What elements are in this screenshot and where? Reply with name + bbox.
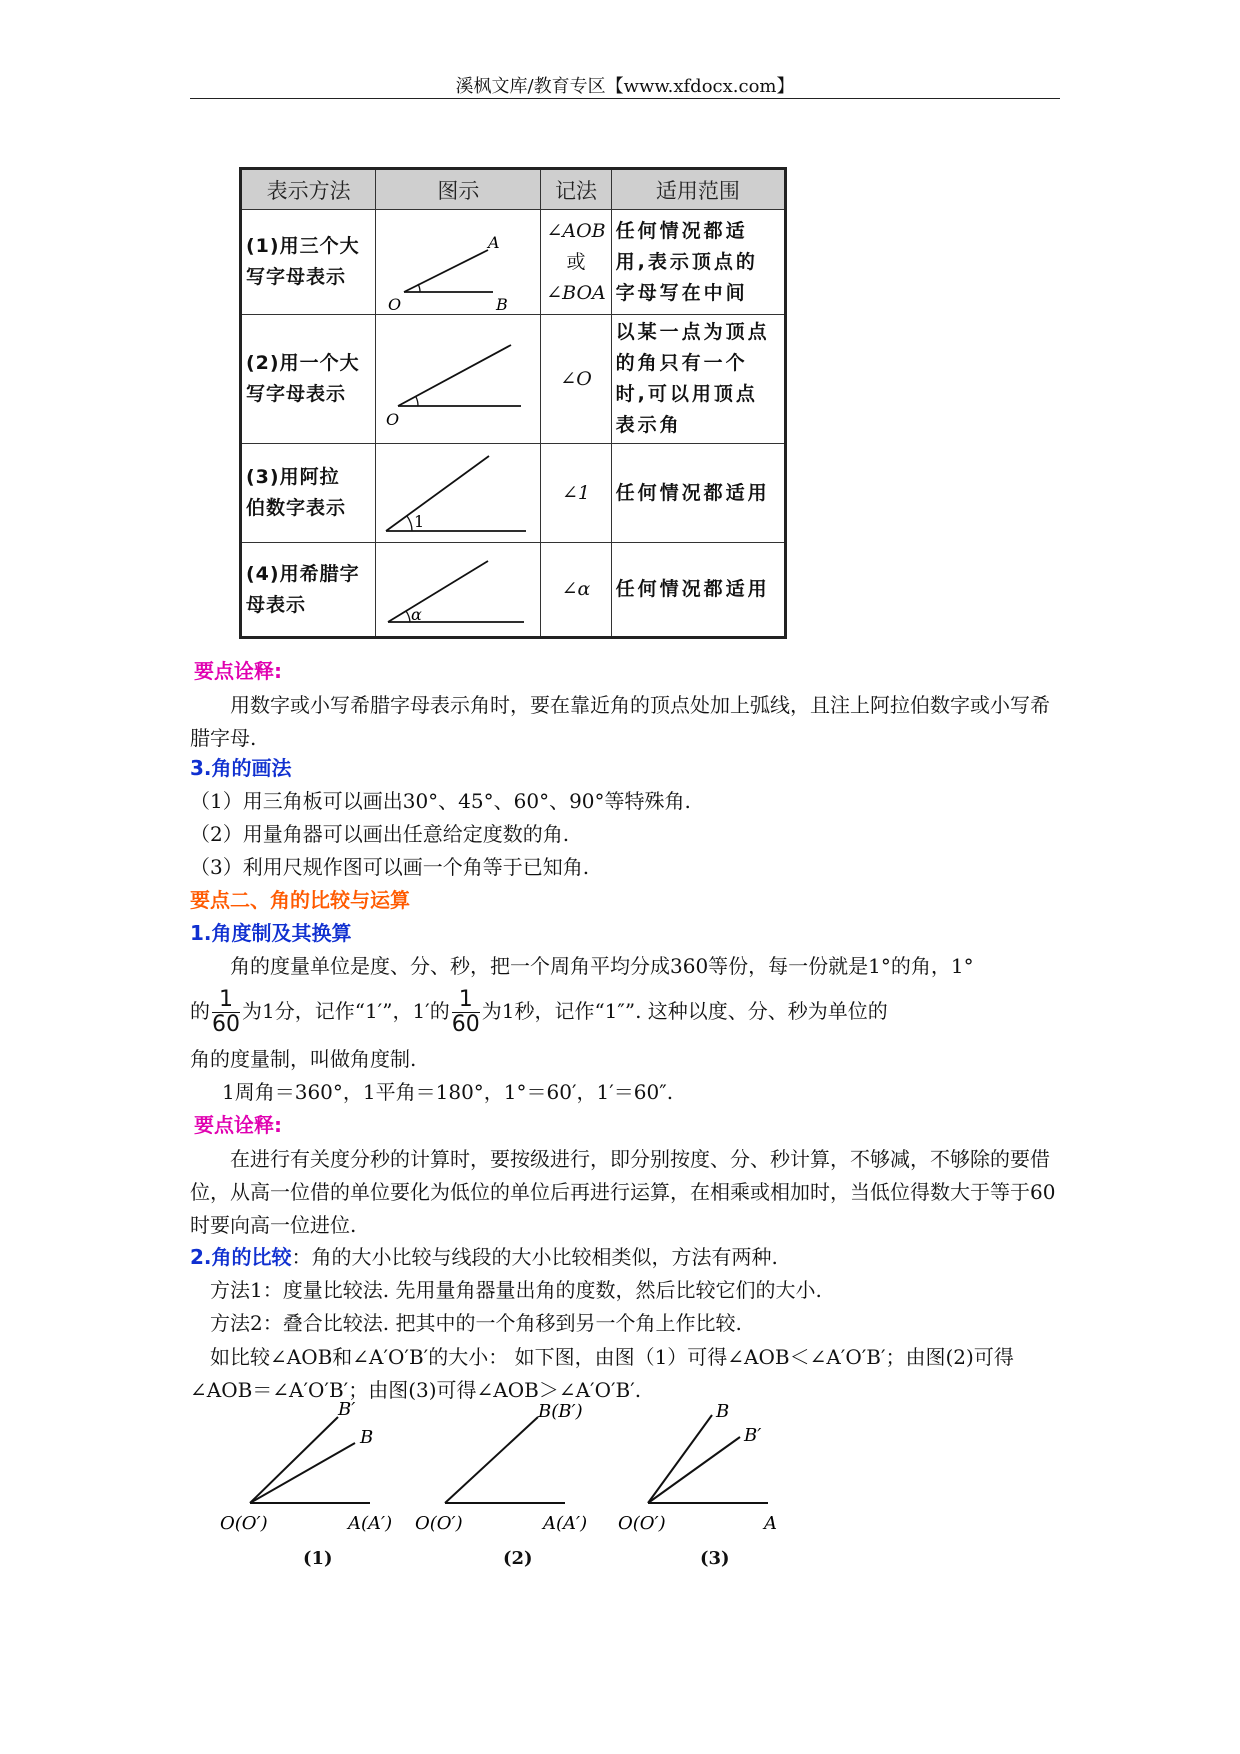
angle-o-figure xyxy=(376,315,536,443)
svg-text:A: A xyxy=(764,1513,777,1534)
page-header: 溪枫文库/教育专区【www.xfdocx.com】 xyxy=(455,76,795,97)
svg-text:O: O xyxy=(388,295,402,314)
scope-cell: 任何情况都适用 xyxy=(611,444,785,543)
subheading-degree-system: 1.角度制及其换算 xyxy=(190,921,352,945)
svg-text:A(A′): A(A′) xyxy=(543,1513,588,1534)
figure-3 xyxy=(618,1401,777,1534)
drawing-item: （3）利用尺规作图可以画一个角等于已知角. xyxy=(190,855,590,879)
figure-1-caption: (1) xyxy=(303,1548,333,1569)
svg-text:O: O xyxy=(386,410,400,429)
scope-cell: 任何情况都适 用,表示顶点的 字母写在中间 xyxy=(611,210,785,315)
paragraph-conversions: 1周角＝360°，1平角＝180°，1°＝60′，1′＝60″. xyxy=(222,1080,674,1104)
drawing-item: （2）用量角器可以画出任意给定度数的角. xyxy=(190,822,570,846)
method-cell: (3)用阿拉 伯数字表示 xyxy=(241,444,376,543)
figure-cell xyxy=(376,543,541,638)
paragraph-degree-units: 角的度量单位是度、分、秒，把一个周角平均分成360等份，每一份就是1°的角，1° xyxy=(230,954,974,978)
table-row xyxy=(241,444,786,543)
comparison-figures xyxy=(220,1395,820,1545)
notation-cell: ∠1 xyxy=(541,444,611,543)
svg-text:O(O′): O(O′) xyxy=(618,1513,666,1534)
scope-cell: 任何情况都适用 xyxy=(611,543,785,638)
fraction-one-sixtieth: $\frac{1}{60}$ xyxy=(451,987,480,1037)
keypoint-text: 在进行有关度分秒的计算时，要按级进行，即分别按度、分、秒计算，不够减，不够除的要借位，从高一位借的单位要化为低位的单位后再进行运算，在相乘或相加时，当低位得数大于等于60时要向高一位进位. xyxy=(190,1147,1056,1237)
angle-aob-figure xyxy=(376,210,536,314)
method-2: 方法2：叠合比较法. 把其中的一个角移到另一个角上作比较. xyxy=(210,1311,742,1335)
section-heading-comparison: 要点二、角的比较与运算 xyxy=(190,888,410,912)
svg-text:B: B xyxy=(716,1401,730,1422)
figure-cell xyxy=(376,315,541,444)
comparison-example: 如比较∠AOB和∠A′O′B′的大小： 如下图，由图（1）可得∠AOB＜∠A′O′B′；由图(2)可得∠AOB＝∠A′O′B′；由图(3)可得∠AOB＞∠A′O′B′. xyxy=(190,1345,1014,1402)
method-1: 方法1：度量比较法. 先用量角器量出角的度数，然后比较它们的大小. xyxy=(210,1278,822,1302)
keypoint-label: 要点诠释: xyxy=(194,1113,282,1137)
fraction-one-sixtieth: $\frac{1}{60}$ xyxy=(212,987,240,1037)
figure-2-caption: (2) xyxy=(503,1548,533,1569)
svg-text:B: B xyxy=(496,295,509,314)
svg-text:B(B′): B(B′) xyxy=(538,1401,583,1422)
header-notation: 记法 xyxy=(541,169,611,210)
paragraph-fractions: 的 $\frac{1}{60}$ 为1分，记作“1′”，1′的 $\frac{1}{60}$ 为1秒，记作“1″”. 这种以度、分、秒为单位的 xyxy=(190,987,888,1037)
header-scope: 适用范围 xyxy=(611,169,785,210)
figure-1 xyxy=(220,1399,392,1534)
svg-text:B: B xyxy=(360,1427,374,1448)
table-header-row xyxy=(241,169,786,210)
svg-text:A(A′): A(A′) xyxy=(348,1513,393,1534)
figure-2 xyxy=(415,1401,587,1534)
table-row xyxy=(241,210,786,315)
angle-1-figure xyxy=(376,444,536,542)
keypoint-text: 用数字或小写希腊字母表示角时，要在靠近角的顶点处加上弧线，且注上阿拉伯数字或小写希腊字母. xyxy=(190,693,1050,750)
method-cell: (4)用希腊字 母表示 xyxy=(241,543,376,638)
keypoint-label: 要点诠释: xyxy=(194,659,282,683)
svg-text:B′: B′ xyxy=(338,1399,356,1420)
header-figure: 图示 xyxy=(376,169,541,210)
figure-3-caption: (3) xyxy=(700,1548,730,1569)
paragraph-degree-system: 角的度量制，叫做角度制. xyxy=(190,1047,417,1071)
svg-text:1: 1 xyxy=(414,512,425,531)
figure-cell xyxy=(376,444,541,543)
angle-notation-table xyxy=(239,167,787,639)
notation-cell: ∠AOB 或 ∠BOA xyxy=(541,210,611,315)
svg-text:A: A xyxy=(488,233,500,252)
table-row xyxy=(241,543,786,638)
svg-text:B′: B′ xyxy=(744,1425,762,1446)
paragraph-comparison: 2.角的比较：角的大小比较与线段的大小比较相类似，方法有两种. xyxy=(190,1245,778,1269)
svg-text:α: α xyxy=(411,605,423,624)
header-divider xyxy=(190,98,1060,99)
header-method: 表示方法 xyxy=(241,169,376,210)
drawing-item: （1）用三角板可以画出30°、45°、60°、90°等特殊角. xyxy=(190,789,691,813)
scope-cell: 以某一点为顶点 的角只有一个 时,可以用顶点 表示角 xyxy=(611,315,785,444)
table-row xyxy=(241,315,786,444)
notation-cell: ∠α xyxy=(541,543,611,638)
method-cell: (1)用三个大 写字母表示 xyxy=(241,210,376,315)
svg-text:O(O′): O(O′) xyxy=(415,1513,463,1534)
method-cell: (2)用一个大 写字母表示 xyxy=(241,315,376,444)
notation-cell: ∠O xyxy=(541,315,611,444)
section-heading-drawing: 3.角的画法 xyxy=(190,756,292,780)
angle-alpha-figure xyxy=(376,543,536,636)
svg-text:O(O′): O(O′) xyxy=(220,1513,268,1534)
figure-cell xyxy=(376,210,541,315)
